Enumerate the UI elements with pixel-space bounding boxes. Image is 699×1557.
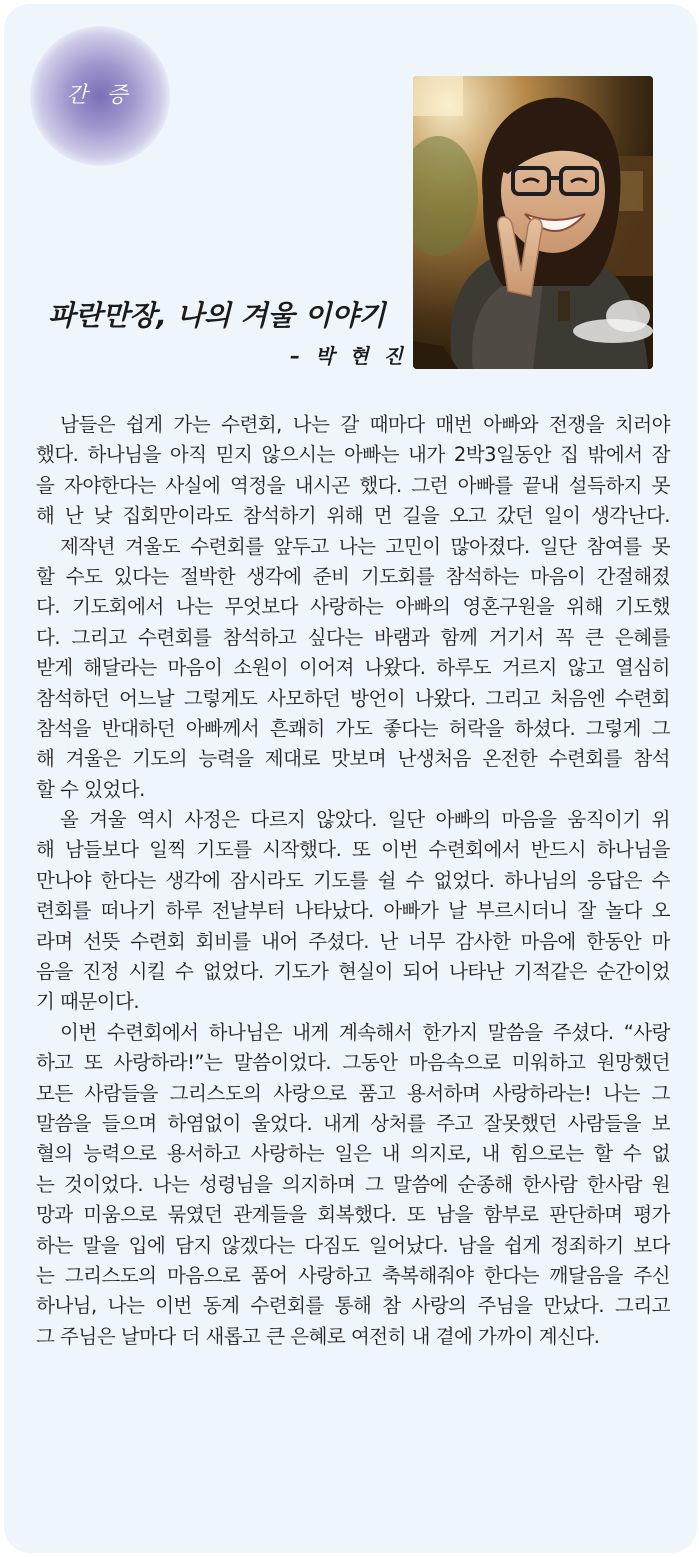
category-badge-label: 간 증	[66, 83, 134, 108]
body-line: 는 것이었다. 나는 성령님을 의지하며 그 말씀에 순종해 한사람 한사람 원	[36, 1172, 670, 1196]
body-line: 남들은 쉽게 가는 수련회, 나는 갈 때마다 매번 아빠와 전쟁을 치러야	[60, 413, 670, 436]
body-line: 만나야 한다는 생각에 잠시라도 기도를 쉴 수 없었다. 하나님의 응답은 수	[36, 868, 670, 892]
body-line: 해 겨울은 기도의 능력을 제대로 맛보며 난생처음 온전한 수련회를 참석	[36, 747, 670, 771]
body-line: 음을 진정 시킬 수 없었다. 기도가 현실이 되어 나타난 기적같은 순간이었	[36, 960, 670, 984]
body-line: 말씀을 들으며 하염없이 울었다. 내게 상처를 주고 잘못했던 사람들을 보	[36, 1111, 670, 1135]
body-line: 해 남들보다 일찍 기도를 시작했다. 또 이번 수련회에서 반드시 하나님을	[36, 838, 670, 862]
body-line: 하나님, 나는 이번 동계 수련회를 통해 참 사랑의 주님을 만났다. 그리고	[36, 1294, 670, 1318]
body-line: 올 겨울 역시 사정은 다르지 않았다. 일단 아빠의 마음을 움직이기 위	[60, 808, 670, 832]
body-line: 다. 기도회에서 나는 무엇보다 사랑하는 아빠의 영혼구원을 위해 기도했	[36, 595, 670, 619]
body-line: 제작년 겨울도 수련회를 앞두고 나는 고민이 많아졌다. 일단 참여를 못	[60, 534, 670, 558]
body-line: 모든 사람들을 그리스도의 사랑으로 품고 용서하며 사랑하라는! 나는 그	[36, 1081, 670, 1105]
body-line: 그 주님은 날마다 더 새롭고 큰 은혜로 여전히 내 곁에 가까이 계신다.	[36, 1324, 600, 1348]
body-line: 혈의 능력으로 용서하고 사랑하는 일은 내 의지로, 내 힘으로는 할 수 없	[36, 1142, 670, 1166]
body-line: 할 수도 있다는 절박한 생각에 준비 기도회를 참석하는 마음이 간절해졌	[36, 564, 670, 588]
body-line: 망과 미움으로 묶였던 관계들을 회복했다. 또 남을 함부로 판단하며 평가	[36, 1203, 670, 1227]
body-line: 련회를 떠나기 하루 전날부터 나타났다. 아빠가 날 부르시더니 잘 놀다 오	[36, 899, 670, 923]
body-line: 해 난 낮 집회만이라도 참석하기 위해 먼 길을 오고 갔던 일이 생각난다.	[36, 504, 670, 528]
body-line: 했다. 하나님을 아직 믿지 않으시는 아빠는 내가 2박3일동안 집 밖에서 잠	[36, 443, 670, 467]
body-line: 는 그리스도의 마음으로 품어 사랑하고 축복해줘야 한다는 깨달음을 주신	[36, 1263, 670, 1287]
article-title: 파란만장, 나의 겨울 이야기	[48, 299, 386, 332]
body-line: 을 자야한다는 사실에 역정을 내시곤 했다. 그런 아빠를 끝내 설득하지 못	[36, 473, 670, 497]
author-photo	[413, 76, 653, 369]
portrait-photo-icon	[413, 76, 653, 369]
body-line: 하고 또 사랑하라!”는 말씀이었다. 그동안 마음속으로 미워하고 원망했던	[36, 1051, 670, 1075]
body-line: 라며 선뜻 수련회 회비를 내어 주셨다. 난 너무 감사한 마음에 한동안 마	[36, 929, 670, 953]
body-line: 할 수 있었다.	[36, 777, 145, 801]
body-line: 다. 그리고 수련회를 참석하고 싶다는 바램과 함께 거기서 꼭 큰 은혜를	[36, 625, 670, 649]
article-author: – 박 현 진	[290, 344, 407, 368]
body-line: 참석하던 어느날 그렇게도 사모하던 방언이 나왔다. 그리고 처음엔 수련회	[36, 686, 670, 710]
body-line: 참석을 반대하던 아빠께서 흔쾌히 가도 좋다는 허락을 하셨다. 그렇게 그	[36, 716, 670, 740]
category-badge	[30, 26, 170, 166]
body-line: 하는 말을 입에 담지 않겠다는 다짐도 일어났다. 남을 쉽게 정죄하기 보다	[36, 1233, 670, 1257]
article-body	[36, 410, 670, 1352]
body-line: 이번 수련회에서 하나님은 내게 계속해서 한가지 말씀을 주셨다. “사랑	[60, 1020, 670, 1044]
body-line: 받게 해달라는 마음이 소원이 이어져 나왔다. 하루도 거르지 않고 열심히	[36, 656, 670, 680]
body-line: 기 때문이다.	[36, 990, 140, 1014]
